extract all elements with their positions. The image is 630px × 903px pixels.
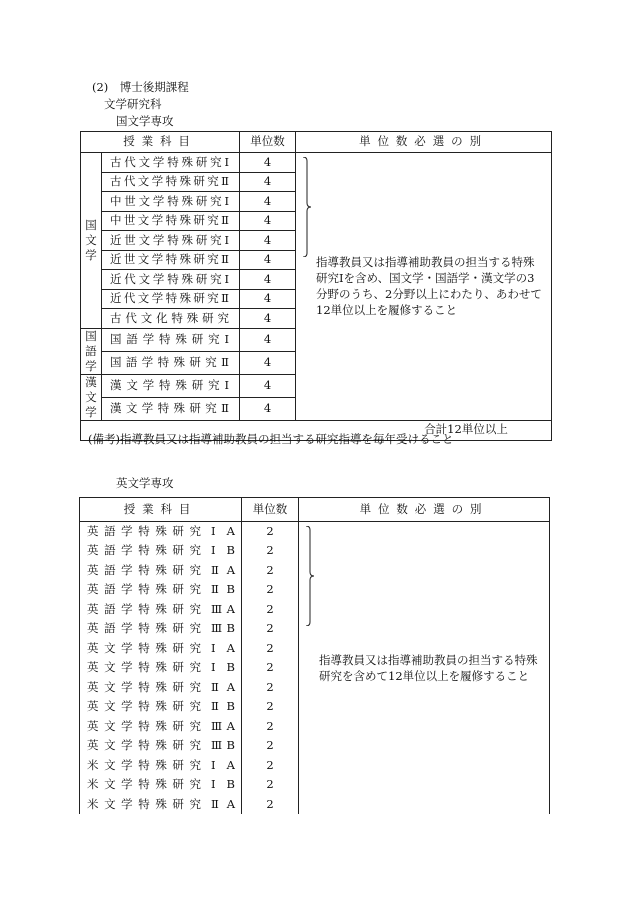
course-name-text: 英語学特殊研究 [87,601,201,616]
course-name-wrap [87,740,235,752]
course-name [80,697,242,717]
course-name-text: 英文学特殊研究 [87,679,201,694]
course-name-wrap [87,779,235,791]
course-suffix: ⅠA [211,640,235,655]
course-name [80,795,242,815]
course-credits: 2 [242,756,299,776]
course-suffix: ⅡB [211,699,235,713]
course-credits: 2 [242,717,299,737]
course-credits: 2 [242,658,299,678]
course-name [102,250,240,270]
course-suffix: ⅠA [211,523,235,538]
course-name-wrap [87,701,235,713]
course-credits: 2 [242,736,299,756]
course-suffix: ⅡA [211,679,235,694]
kokubun-title: 国文学専攻 [116,114,174,128]
course-name [80,561,242,581]
course-suffix: ⅠA [211,757,235,772]
course-name [102,397,240,420]
course-name-text: 国語学特殊研究Ⅱ [110,354,230,369]
course-name-wrap [87,640,235,655]
course-credits: 4 [240,211,296,231]
course-name-wrap [87,623,235,635]
group-label [81,328,102,374]
course-credits: 2 [242,561,299,581]
course-name [80,775,242,795]
course-name-wrap [87,584,235,596]
course-name [80,717,242,737]
course-name [102,211,240,231]
course-name-wrap [87,796,235,811]
group-label-char: 国 [85,217,97,232]
course-suffix: ⅢB [211,621,235,635]
kokubun-table [80,131,552,441]
course-name [80,619,242,639]
course-name-text: 近代文学特殊研究Ⅱ [110,291,230,305]
course-name [80,522,242,542]
course-name [102,192,240,212]
course-credits: 2 [242,619,299,639]
rule-cell [299,522,550,815]
header-rule: 単位数必選の別 [296,132,552,153]
course-credits: 2 [242,775,299,795]
group-label-char: 語 [85,343,97,358]
course-name-wrap [87,718,235,733]
course-credits: 2 [242,580,299,600]
course-credits: 4 [240,250,296,270]
group-label-char: 国 [85,328,97,343]
course-credits: 2 [242,600,299,620]
course-suffix: ⅠB [211,660,235,674]
eibun-title: 英文学専攻 [116,476,174,490]
course-name-text: 古代文学特殊研究Ⅰ [110,154,230,169]
course-name [80,541,242,561]
course-name-wrap [87,679,235,694]
course-name-text: 英文学特殊研究 [87,718,201,733]
table-row [80,522,550,542]
course-credits: 2 [242,639,299,659]
rule-text: 指導教員又は指導補助教員の担当する特殊研究を含めて12単位以上を履修すること [319,653,538,683]
header-course: 授業科目 [81,132,240,153]
course-suffix: ⅡA [211,796,235,811]
course-name [80,756,242,776]
course-credits: 4 [240,397,296,420]
total-credits: 合計12単位以上 [81,420,552,440]
course-suffix: ⅠB [211,543,235,557]
course-name [102,374,240,397]
section-heading: (2) 博士後期課程 [92,80,189,94]
course-name-text: 英語学特殊研究 [87,562,201,577]
course-suffix: ⅡA [211,562,235,577]
course-name [102,289,240,309]
course-name-wrap [87,523,235,538]
course-name-text: 古代文学特殊研究Ⅱ [110,174,230,188]
brace-icon [305,526,315,626]
course-credits: 2 [242,522,299,542]
course-credits: 2 [242,697,299,717]
course-name-text: 米文学特殊研究 [87,757,201,772]
course-name-text: 英文学特殊研究 [87,660,201,674]
course-name-text: 近世文学特殊研究Ⅰ [110,232,230,247]
course-suffix: ⅢA [211,718,235,733]
course-credits: 4 [240,351,296,374]
eibun-table [79,497,550,814]
course-name-text: 英文学特殊研究 [87,699,201,713]
course-name-text: 英文学特殊研究 [87,738,201,752]
course-name-text: 漢文学特殊研究Ⅱ [110,400,230,415]
course-credits: 4 [240,270,296,290]
course-name [102,153,240,173]
course-name [102,172,240,192]
course-name-text: 古代文化特殊研究 [110,310,230,325]
course-credits: 2 [242,541,299,561]
header-rule: 単位数必選の別 [299,498,550,522]
course-name-text: 英文学特殊研究 [87,640,201,655]
course-credits: 4 [240,153,296,173]
group-label-char: 文 [85,232,97,247]
course-suffix: ⅢA [211,601,235,616]
course-name-wrap [87,545,235,557]
course-name-text: 中世文学特殊研究Ⅱ [110,213,230,227]
course-name-wrap [87,562,235,577]
course-name [102,328,240,351]
header-course: 授業科目 [80,498,242,522]
group-label [81,374,102,420]
group-label-char: 学 [85,247,97,262]
course-credits: 4 [240,192,296,212]
course-suffix: ⅢB [211,738,235,752]
group-label [81,153,102,329]
course-name [80,639,242,659]
course-name-text: 近代文学特殊研究Ⅰ [110,271,230,286]
table-row [81,153,552,173]
brace-icon [302,157,312,257]
course-name-text: 英語学特殊研究 [87,621,201,635]
course-credits: 4 [240,328,296,351]
course-name-wrap [87,662,235,674]
course-name [102,270,240,290]
course-suffix: ⅡB [211,582,235,596]
rule-text: 指導教員又は指導補助教員の担当する特殊研究Ⅰを含め、国文学・国語学・漢文学の3分野のうち、2分野以上にわたり、あわせて12単位以上を履修すること [316,255,542,318]
course-name-text: 米文学特殊研究 [87,777,201,791]
course-suffix: ⅠB [211,777,235,791]
course-credits: 4 [240,289,296,309]
faculty-title: 文学研究科 [104,97,162,111]
course-name-text: 近世文学特殊研究Ⅱ [110,252,230,266]
group-label-char: 学 [85,358,97,373]
course-name [80,580,242,600]
header-credits: 単位数 [240,132,296,153]
course-name [80,678,242,698]
course-name-text: 英語学特殊研究 [87,582,201,596]
rule-cell [296,153,552,421]
course-name-text: 中世文学特殊研究Ⅰ [110,193,230,208]
course-name [102,231,240,251]
course-name-text: 漢文学特殊研究Ⅰ [110,377,230,392]
course-name-text: 英語学特殊研究 [87,543,201,557]
course-credits: 4 [240,374,296,397]
header-credits: 単位数 [242,498,299,522]
course-credits: 4 [240,309,296,329]
course-name [80,658,242,678]
kokubun-note: (備考)指導教員又は指導補助教員の担当する研究指導を毎年受けること [88,432,454,446]
course-credits: 4 [240,172,296,192]
course-credits: 2 [242,678,299,698]
course-name [80,736,242,756]
group-label-char: 文 [85,389,97,404]
course-credits: 2 [242,795,299,815]
course-name [102,309,240,329]
eibun-header-row [80,498,550,522]
course-name [80,600,242,620]
kokubun-header-row [81,132,552,153]
course-name-wrap [87,601,235,616]
course-name [102,351,240,374]
course-name-text: 米文学特殊研究 [87,796,201,811]
course-credits: 4 [240,231,296,251]
course-name-wrap [87,757,235,772]
course-name-text: 英語学特殊研究 [87,523,201,538]
group-label-char: 漢 [85,374,97,389]
group-label-char: 学 [85,404,97,419]
course-name-text: 国語学特殊研究Ⅰ [110,331,230,346]
